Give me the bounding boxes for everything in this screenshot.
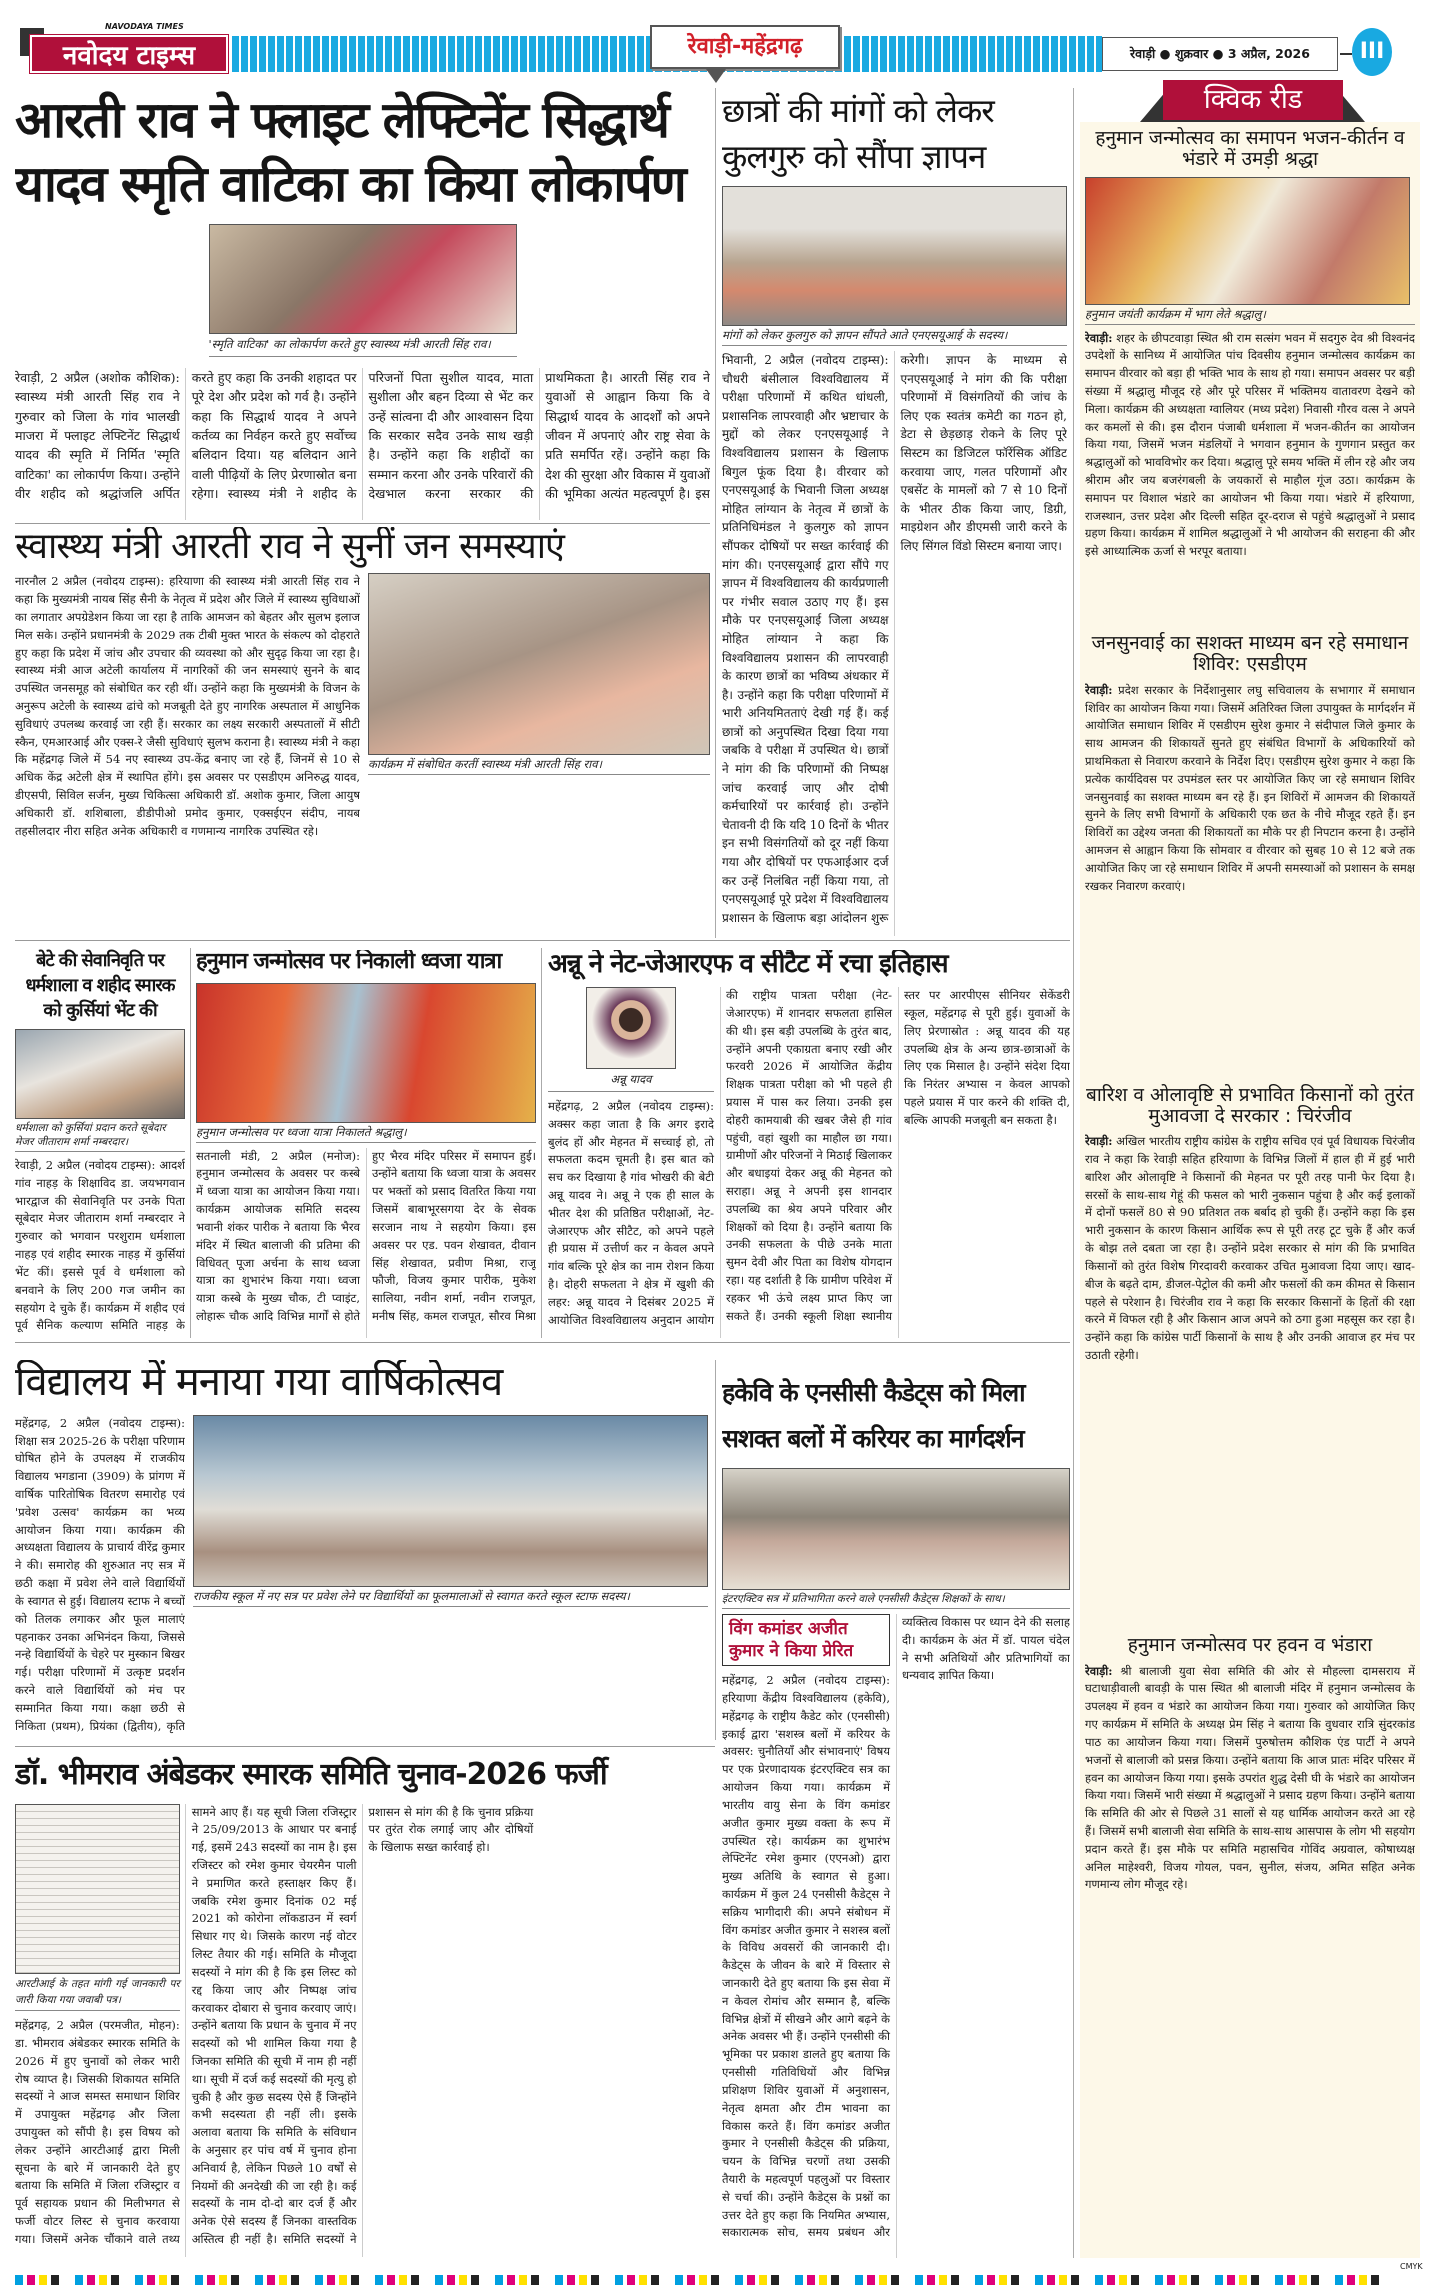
annu-photo (586, 987, 676, 1069)
annual-day-photo (193, 1415, 708, 1587)
divider (15, 1342, 1070, 1343)
annu-story (548, 950, 1070, 1338)
tab-pointer (706, 69, 726, 83)
annual-day-photo-block (193, 1415, 708, 1742)
page-no: III (1359, 39, 1385, 64)
quick-read-label (1163, 80, 1343, 120)
dateline: रेवाड़ी: (1085, 1663, 1113, 1678)
retirement-body: रेवाड़ी, 2 अप्रैल (नवोदय टाइम्स): आदर्श गांव नाहड़ के शिक्षाविद डा. जयभगवान भारद्वाज की सेवानिवृति पर उनके पिता सूबेदार मेजर जीताराम शर्मा नम्बरदार ने गुरुवार को भगवान परशुराम धर्मशाला नाहड़ एवं शहीद स्मारक नाहड़ में कुर्सियां भेंट कीं। इससे पूर्व वे धर्मशाला को बनवाने के लिए 200 गज जमीन का सहयोग दे चुके हैं। कार्यक्रम में शहीद एवं पूर्व सैनिक कल्याण समिति नाहड़ के (15, 1158, 185, 1333)
qr-story1-body (1085, 330, 1415, 628)
health-photo-block (368, 573, 710, 937)
qr-story1-headline: हनुमान जन्मोत्सव का समापन भजन-कीर्तन व भंडारे में उमड़ी श्रद्धा (1095, 127, 1405, 171)
retirement-photo (15, 1029, 185, 1119)
column-rule (1073, 88, 1074, 2258)
students-photo (722, 186, 1067, 326)
ambedkar-document-photo (15, 1804, 180, 1974)
ncc-body (722, 1614, 1070, 2258)
retirement-caption: धर्मशाला को कुर्सियां प्रदान करते सूबेदार मेजर जीताराम शर्मा नम्बरदार। (15, 1119, 185, 1152)
flag-yatra-story (196, 950, 536, 1338)
ambedkar-caption: आरटीआई के तहत मांगी गई जानकारी पर जारी किया गया जवाबी पत्र। (15, 1974, 180, 2012)
ambedkar-body-text: महेंद्रगढ़, 2 अप्रैल (परमजीत, मोहन): डा. भीमराव अंबेडकर स्मारक समिति के 2026 में हुए चुनावों को लेकर भारी रोष व्याप्त है। जिसकी शिकायत समिति सदस्यों ने आज समस्त समाधान शिविर में उपायुक्त महेंद्रगढ़ और जिला उपायुक्त को सौंपी है। इस विषय को लेकर उन्होंने आरटीआई द्वारा मिली सूचना के बारे में जानकारी देते हुए बताया कि समिति में जिला रजिस्ट्रार व पूर्व सहायक प्रधान की मिलीभगत से फर्जी वोटर लिस्ट से चुनाव करवाया गया। जिसमें अनेक चौंकाने वाले तथ्य सामने आए हैं। यह सूची जिला रजिस्ट्रार ने 25/09/2013 के आधार पर बनाई गई, इसमें 243 सदस्यों का नाम है। इस रजिस्टर को रमेश कुमार चेयरमैन पाली ने प्रमाणित करते हस्ताक्षर किए हैं। जबकि रमेश कुमार दिनांक 02 मई 2021 को कोरोना लॉकडाउन में स्वर्ग सिधार गए थे। जिसके कारण नई वोटर लिस्ट तैयार की गई। समिति के मौजूदा सदस्यों ने मांग की है कि इस लिस्ट को रद्द किया जाए और निष्पक्ष जांच करवाकर दोबारा से चुनाव करवाए जाएं। उन्होंने बताया कि प्रधान के चुनाव में नए सदस्यों को भी शामिल किया गया है जिनका समिति की सूची में नाम ही नहीं था। सूची में दर्ज कई सदस्यों की मृत्यु हो चुकी है और कुछ सदस्य ऐसे हैं जिन्होंने कभी सदस्यता ही नहीं ली। इसके अलावा बताया कि समिति के संविधान के अनुसार हर पांच वर्ष में चुनाव होना अनिवार्य है, लेकिन पिछले 10 वर्षों से नियमों की अनदेखी की जा रही है। कई सदस्यों के नाम दो-दो बार दर्ज हैं और अनेक ऐसे सदस्य हैं जिनका वास्तविक अस्तित्व ही नहीं है। समिति सदस्यों ने प्रशासन से मांग की है कि चुनाव प्रक्रिया पर तुरंत रोक लगाई जाए और दोषियों के खिलाफ सख्त कार्रवाई हो। (15, 1804, 534, 2247)
edition-tab (650, 25, 840, 69)
flag-yatra-caption: हनुमान जन्मोत्सव पर ध्वजा यात्रा निकालते श्रद्धालु। (196, 1123, 536, 1143)
quick-read-panel (1080, 122, 1420, 2258)
story-text: अखिल भारतीय राष्ट्रीय कांग्रेस के राष्ट्रीय सचिव एवं पूर्व विधायक चिरंजीव राव ने कहा कि रेवाड़ी सहित हरियाणा के विभिन्न जिलों में हाल ही में हुई भारी बारिश और ओलावृष्टि ने किसानों की मेहनत पर पूरी तरह पानी फेर दिया है। सरसों के साथ-साथ गेहूं की फसल को भारी नुकसान पहुंचा है और कई इलाकों में दोनों फसलें 80 से 90 प्रतिशत तक बर्बाद हो चुकी हैं। उन्होंने कहा कि इस भारी नुकसान के कारण किसान आर्थिक रूप से पूरी तरह टूट चुके हैं और कर्ज के बोझ तले दबता जा रहा है। उन्होंने प्रदेश सरकार से मांग की कि प्रभावित किसानों को तुरंत विशेष गिरदावरी करवाकर उचित मुआवजा दिया जाए। खाद-बीज के बढ़ते दाम, डीजल-पेट्रोल की कमी और फसलों की कम कीमत से किसान पहले से परेशान है। चिरंजीव राव ने कहा कि सरकार किसानों के हितों की रक्षा करने में विफल रही है और किसान आज अपने को ठगा हुआ महसूस कर रहा है। उन्होंने कहा कि कांग्रेस पार्टी किसानों के साथ है और उनकी आवाज हर मंच पर उठाती रहेगी। (1085, 1134, 1415, 1362)
retirement-headline: बेटे की सेवानिवृति पर धर्मशाला व शहीद स्मारक को कुर्सियां भेंट की (25, 950, 175, 1021)
story-text: प्रदेश सरकार के निर्देशानुसार लघु सचिवालय के सभागार में समाधान शिविर का आयोजन किया गया। जिसमें अतिरिक्त जिला उपायुक्त के मार्गदर्शन में आयोजित समाधान शिविर में एसडीएम सुरेश कुमार ने संदीपाल जिले कुमार के साथ आमजन की शिकायतें सुनते हुए संबंधित विभागों के अधिकारियों को प्राथमिकता से निवारण करवाने के निर्देश दिए। एसडीएम सुरेश कुमार ने कहा कि प्रत्येक कार्यदिवस पर उपमंडल स्तर पर आयोजित किए जा रहे समाधान शिविर जनसुनवाई का सशक्त माध्यम बन रहे हैं। इन शिविरों में आमजन की शिकायतें सुनने के लिए सभी विभागों के अधिकारी एक छत के नीचे मौजूद रहते हैं। इन शिविरों का उद्देश्य जनता की शिकायतों का मौके पर ही निपटान करना है। उन्होंने आमजन से आह्वान किया कि सोमवार व वीरवार को सुबह 10 से 12 बजे तक आयोजित किए जा रहे समाधान शिविर में अपनी समस्याओं को प्रशासन के समक्ष रखकर निवारण करवाएं। (1085, 682, 1415, 893)
ncc-photo (722, 1468, 1070, 1590)
ncc-headline: हकेवि के एनसीसी कैडेट्स को मिला सशक्त बलों में करियर का मार्गदर्शन (722, 1378, 1025, 1453)
students-photo-caption: मांगों को लेकर कुलगुरु को ज्ञापन सौंपते आते एनएसयूआई के सदस्य। (722, 326, 1067, 346)
registration-dots (15, 2275, 1395, 2285)
ambedkar-photo-block (15, 1804, 180, 2012)
column-rule (715, 88, 716, 938)
health-story (15, 527, 710, 937)
flag-yatra-body: सतनाली मंडी, 2 अप्रैल (मनोज): हनुमान जन्मोत्सव के अवसर पर कस्बे में ध्वजा यात्रा का आयोजन किया गया। कार्यक्रम आयोजक समिति सदस्य भवानी शंकर पारीक ने बताया कि भैरव मंदिर में स्थित बालाजी की प्रतिमा की विधिवत् पूजा अर्चना के साथ ध्वजा यात्रा का शुभारंभ किया गया। ध्वजा यात्रा कस्बे के मुख्य चौक, टी प्वाइंट, लोहारू चौक आदि विभिन्न मार्गों से होते हुए भैरव मंदिर परिसर में समापन हुई। उन्होंने बताया कि ध्वजा यात्रा के अवसर पर भक्तों को प्रसाद वितरित किया गया जिसमें बाबाभूरसगया देर के सेवक सरजान नाथ ने सहयोग किया। इस अवसर पर एड. पवन शेखावत, दीवान सिंह शेखावत, प्रवीण मिश्रा, राजू फौजी, विजय कुमार पारीक, मुकेश सालिया, नवीन शर्मा, नवीन राजपूत, मनीष सिंह, कमल राजपूत, सौरव मिश्रा (196, 1148, 536, 1323)
ambedkar-story (15, 1752, 710, 2257)
annu-body (548, 987, 1070, 1338)
dateline: रेवाड़ी: (1085, 682, 1113, 697)
divider (15, 1746, 715, 1747)
students-body: भिवानी, 2 अप्रैल (नवोदय टाइम्स): चौधरी बंसीलाल विश्वविद्यालय में परीक्षा परिणामों में कथित धांधली, प्रशासनिक लापरवाही और भ्रष्टाचार के मुद्दों को लेकर एनएसयूआई ने विश्वविद्यालय प्रशासन के खिलाफ बिगुल फूंक दिया है। वीरवार को एनएसयूआई के भिवानी जिला अध्यक्ष मोहित लांग्यान के नेतृत्व में छात्रों के प्रतिनिधिमंडल ने कुलगुरु को ज्ञापन सौंपकर दोषियों पर सख्त कार्रवाई की मांग की। एनएसयूआई द्वारा सौंपे गए ज्ञापन में विश्वविद्यालय की कार्यप्रणाली पर गंभीर सवाल उठाए गए हैं। इस मौके पर एनएसयूआई जिला अध्यक्ष मोहित लांग्यान ने कहा कि विश्वविद्यालय प्रशासन की लापरवाही के कारण छात्रों का भविष्य अंधकार में है। उन्होंने कहा कि परीक्षा परिणामों में भारी अनियमितताएं देखी गई हैं। कई छात्रों को अनुपस्थित दिखा दिया गया जबकि वे परीक्षा में उपस्थित थे। छात्रों ने मांग की कि परिणामों की निष्पक्ष जांच करवाई जाए और दोषी कर्मचारियों पर कार्रवाई हो। उन्होंने चेतावनी दी कि यदि 10 दिनों के भीतर इन सभी विसंगतियों को दूर नहीं किया गया और दोषियों पर एफआईआर दर्ज कर उन्हें निलंबित नहीं किया गया, तो एनएसयूआई पूरे प्रदेश में विश्वविद्यालय प्रशासन के खिलाफ बड़ा आंदोलन शुरू करेगी। ज्ञापन के माध्यम से एनएसयूआई ने मांग की कि परीक्षा परिणामों में विसंगतियों की जांच के लिए एक स्वतंत्र कमेटी का गठन हो, डेटा से छेड़छाड़ रोकने के लिए पूरे सिस्टम का डिजिटल फॉरेंसिक ऑडिट करवाया जाए, गलत परिणामों और एबसेंट के मामलों को 7 से 10 दिनों के भीतर ठीक किया जाए, डिग्री, माइग्रेशन और डीएमसी जारी करने के लिए सिंगल विंडो सिस्टम बनाया जाए। (722, 353, 1067, 925)
qr-story3-headline: बारिश व ओलावृष्टि से प्रभावित किसानों को तुरंत मुआवजा दे सरकार : चिरंजीव (1086, 1083, 1414, 1127)
health-body: नारनौल 2 अप्रैल (नवोदय टाइम्स): हरियाणा की स्वास्थ्य मंत्री आरती सिंह राव ने कहा कि मुख्यमंत्री नायब सिंह सैनी के नेतृत्व में प्रदेश और जिले में स्वास्थ्य सुविधाओं का लगातार अपग्रेडेशन किया जा रहा है ताकि आमजन को बेहतर और सुलभ इलाज मिल सके। उन्होंने प्रधानमंत्री के 2029 तक टीबी मुक्त भारत के संकल्प को दोहराते हुए कहा कि प्रदेश में जांच और उपचार की व्यवस्था को और सुदृढ़ किया जा रहा है। स्वास्थ्य मंत्री आज अटेली कार्यालय में नागरिकों की जन समस्याएं सुनने के बाद उपस्थित जनसमूह को संबोधित कर रही थीं। उन्होंने कहा कि मुख्यमंत्री के विजन के अनुरूप अटेली के स्वास्थ्य ढांचे को मजबूती देते हुए नागरिक अस्पताल में आधुनिक सुविधाएं उपलब्ध करवाई जा रही हैं। सरकार का लक्ष्य सरकारी अस्पतालों में सीटी स्कैन, एमआरआई और एक्स-रे जैसी सुविधाएं सुलभ कराना है। स्वास्थ्य मंत्री ने कहा कि महेंद्रगढ़ जिले में 54 नए स्वास्थ्य उप-केंद्र बनाए जा रहे हैं, जिनमें से 10 से अधिक केंद्र अटेली क्षेत्र में स्थापित होंगे। इस अवसर पर एसडीएम अनिरुद्ध यादव, डीएसपी, सिविल सर्जन, मुख्य चिकित्सा अधिकारी डॉ. अशोक कुमार, जिला आयुष अधिकारी डॉ. शशिबाला, डीडीपीओ प्रमोद कुमार, एक्सईएन संदीप, नायब तहसीलदार नीरा सहित अनेक अधिकारी व गणमान्य नागरिक उपस्थित रहे। (15, 574, 360, 838)
lead-body-text: रेवाड़ी, 2 अप्रैल (अशोक कौशिक): स्वास्थ्य मंत्री आरती सिंह राव ने गुरुवार को जिला के गांव भालखी माजरा में फ्लाइट लेफ्टिनेंट सिद्धार्थ यादव की स्मृति में निर्मित 'स्मृति वाटिका' का लोकार्पण किया। उन्होंने वीर शहीद को श्रद्धांजलि अर्पित करते हुए कहा कि उनकी शहादत पर पूरे देश और प्रदेश को गर्व है। उन्होंने कहा कि सिद्धार्थ यादव ने अपने कर्तव्य का निर्वहन करते हुए सर्वोच्च बलिदान दिया। यह बलिदान आने वाली पीढ़ियों के लिए प्रेरणास्रोत बना रहेगा। स्वास्थ्य मंत्री ने शहीद के परिजनों पिता सुशील यादव, माता सुशीला और बहन दिव्या से भेंट कर उन्हें सांत्वना दी और आश्वासन दिया कि सरकार सदैव उनके साथ खड़ी है। उन्होंने कहा कि शहीदों का सम्मान करना और उनके परिवारों की देखभाल करना सरकार की प्राथमिकता है। आरती सिंह राव ने युवाओं से आह्वान किया कि वे सिद्धार्थ यादव के आदर्शों को अपने जीवन में अपनाएं और राष्ट्र सेवा के प्रति समर्पित रहें। उन्होंने कहा कि देश की सुरक्षा और विकास में युवाओं की भूमिका अत्यंत महत्वपूर्ण है। इस (15, 369, 710, 502)
health-photo (368, 573, 710, 755)
divider (15, 940, 1070, 941)
ambedkar-headline: डॉ. भीमराव अंबेडकर स्मारक समिति चुनाव-2026 फर्जी (15, 1757, 607, 1792)
annu-photo-caption: अन्नू यादव (548, 1069, 714, 1092)
masthead-small-brand: NAVODAYA TIMES (105, 22, 184, 31)
brand-name: नवोदय टाइम्स (62, 41, 196, 71)
lead-body (15, 224, 710, 520)
flag-yatra-photo (196, 983, 536, 1123)
rule (1340, 53, 1352, 55)
ncc-story (722, 1370, 1070, 2258)
qr-story2-body (1085, 682, 1415, 1079)
annu-body-text: महेंद्रगढ़, 2 अप्रैल (नवोदय टाइम्स): अक्सर कहा जाता है कि अगर इरादे बुलंद हों और मेहनत में सच्चाई हो, तो सफलता कदम चूमती है। इस बात को सच कर दिखाया है गांव भोखरी की बेटी अन्नू यादव ने। अन्नू ने एक ही साल के भीतर देश की प्रतिष्ठित परीक्षाओं, नेट-जेआरएफ और सीटैट, को अपने पहले ही प्रयास में उत्तीर्ण कर न केवल अपने गांव बल्कि पूरे क्षेत्र का नाम रोशन किया है। दोहरी सफलता ने क्षेत्र में खुशी की लहर: अन्नू यादव ने दिसंबर 2025 में आयोजित विश्वविद्यालय अनुदान आयोग की राष्ट्रीय पात्रता परीक्षा (नेट-जेआरएफ) में शानदार सफलता हासिल की थी। इस बड़ी उपलब्धि के तुरंत बाद, उन्होंने अपनी एकाग्रता बनाए रखी और फरवरी 2026 में आयोजित केंद्रीय शिक्षक पात्रता परीक्षा को भी पहले ही प्रयास में पास कर लिया। उनकी इस दोहरी कामयाबी की खबर जैसे ही गांव पहुंची, वहां खुशी का माहौल छा गया। ग्रामीणों और परिजनों ने मिठाई खिलाकर और बधाइयां देकर अन्नू की मेहनत को सराहा। अन्नू ने अपनी इस शानदार उपलब्धि का श्रेय अपने परिवार और शिक्षकों को दिया है। उन्होंने बताया कि उनकी सफलता के पीछे उनके माता सुमन देवी और पिता का विशेष योगदान रहा। यह दर्शाती है कि ग्रामीण परिवेश में रहकर भी ऊंचे लक्ष्य प्राप्त किए जा सकते हैं। उनकी स्कूली शिक्षा स्थानीय स्तर पर आरपीएस सीनियर सेकेंडरी स्कूल, महेंद्रगढ़ से पूरी हुई। युवाओं के लिए प्रेरणास्रोत : अन्नू यादव की यह उपलब्धि क्षेत्र के अन्य छात्र-छात्राओं के लिए एक मिसाल है। उन्होंने संदेश दिया कि निरंतर अभ्यास न केवल आपको पहले प्रयास में पार करने की शक्ति दी, बल्कि आपकी मजबूती बन सकता है। (548, 988, 1070, 1327)
annual-day-body: महेंद्रगढ़, 2 अप्रैल (नवोदय टाइम्स): शिक्षा सत्र 2025-26 के परीक्षा परिणाम घोषित होने के उपलक्ष्य में राजकीय विद्यालय भगडाना (3909) के प्रांगण में वार्षिक पारितोषिक वितरण समारोह एवं 'प्रवेश उत्सव' कार्यक्रम का भव्य आयोजन किया गया। कार्यक्रम की अध्यक्षता विद्यालय के प्राचार्य वीरेंद्र कुमार ने की। समारोह की शुरुआत नए सत्र में छठी कक्षा में प्रवेश लेने वाले विद्यार्थियों के स्वागत से हुई। विद्यालय स्टाफ ने बच्चों को तिलक लगाकर और फूल मालाएं पहनाकर उनका अभिनंदन किया, जिससे नन्हे विद्यार्थियों के चेहरे पर मुस्कान बिखर गई। परीक्षा परिणामों में उत्कृष्ट प्रदर्शन करने वाले विद्यार्थियों को मंच पर सम्मानित किया गया। कक्षा छठी से निकिता (प्रथम), प्रियंका (द्वितीय), कृति (15, 1415, 185, 1733)
qr-story4-body (1085, 1663, 1415, 2258)
flag-yatra-headline: हनुमान जन्मोत्सव पर निकाली ध्वजा यात्रा (196, 950, 502, 974)
story-text: श्री बालाजी युवा सेवा समिति की ओर से मौहल्ला दामसराय में घटाधाड़ीवाली बावड़ी के पास स्थित श्री बालाजी मंदिर में हनुमान जन्मोत्सव के उपलक्ष्य में हवन व भंडारे का आयोजन किया गया। गुरुवार को आयोजित किए गए कार्यक्रम में समिति के अध्यक्ष प्रेम सिंह ने बताया कि वुधवार रात्रि सुंदरकांड पाठ का आयोजन किया गया। जिसमें पुरुषोत्तम कौशिक एंड पार्टी ने अपने भजनों से बालाजी को प्रसन्न किया। उन्होंने बताया कि आज प्रातः मंदिर परिसर में हवन का आयोजन किया गया। इसके उपरांत शुद्ध देसी घी के भंडारे का आयोजन किया गया। जिसमें भारी संख्या में श्रद्धालुओं ने प्रसाद ग्रहण किया। उन्होंने बताया कि समिति की ओर से पिछले 31 सालों से यह धार्मिक आयोजन करते आ रहे हैं। जिसमें सभी बालाजी सेवा समिति के साथ-साथ आसपास के लोग भी सहयोग प्रदान करते हैं। इस मौके पर समिति महासचिव गोविंद अग्रवाल, कोषाध्यक्ष अनिल माहेश्वरी, विजय गोयल, पवन, सुनील, संजय, अमित सहित अनेक गणमान्य लोग मौजूद रहे। (1085, 1663, 1415, 1892)
lead-headline: आरती राव ने फ्लाइट लेफ्टिनेंट सिद्धार्थ यादव स्मृति वाटिका का किया लोकार्पण (15, 91, 685, 213)
date-box (1102, 37, 1338, 71)
retirement-story (15, 948, 185, 1338)
qr-story2-headline: जनसुनवाई का सशक्त माध्यम बन रहे समाधान शिविर: एसडीएम (1091, 632, 1409, 676)
lead-story (15, 88, 710, 520)
qr-story1-photo (1085, 177, 1410, 305)
edition-name: रेवाड़ी-महेंद्रगढ़ (687, 34, 803, 59)
qr-story4-headline: हनुमान जन्मोत्सव पर हवन व भंडारा (1127, 1634, 1373, 1657)
story-text: शहर के छीपटवाड़ा स्थित श्री राम सत्संग भवन में सदगुरु देव श्री विश्वनंद उपदेशों के सानिध्य में आयोजित पांच दिवसीय हनुमान जन्मोत्सव कार्यक्रम का समापन वीरवार को बड़ा ही भक्ति भाव के साथ हो गया। समापन अवसर पर बड़ी संख्या में श्रद्धालु मौजूद रहे और पूरे परिसर में भक्तिमय वातावरण देखने को मिला। कार्यक्रम की अध्यक्षता ग्वालियर (मध्य प्रदेश) निवासी गौरव वत्स ने अपने कर कमलों से की। इस दौरान पंजाबी धर्मशाला में भजन-कीर्तन का आयोजन किया गया, जिसमें भजन मंडलियों ने भगवान हनुमान के गुणगान प्रस्तुत कर श्रद्धालुओं को भावविभोर कर दिया। श्रद्धालु पूरे समय भक्ति में लीन रहे और जय श्रीराम और जय बजरंगबली के जयकारों से माहौल गूंज उठा। कार्यक्रम के समापन पर विशाल भंडारे का आयोजन भी किया गया। भंडारे में हरियाणा, राजस्थान, उत्तर प्रदेश और दिल्ली सहित दूर-दराज से पहुंचे श्रद्धालुओं ने प्रसाद ग्रहण किया। कार्यक्रम में शामिल श्रद्धालुओं ने भी आयोजन की सराहना की और इसे आध्यात्मिक ऊर्जा से भरपूर बताया। (1085, 330, 1415, 559)
lead-photo-caption: 'स्मृति वाटिका' का लोकार्पण करते हुए स्वास्थ्य मंत्री आरती सिंह राव। (209, 334, 517, 357)
annual-day-headline: विद्यालय में मनाया गया वार्षिकोत्सव (15, 1360, 503, 1405)
annual-day-caption: राजकीय स्कूल में नए सत्र पर प्रवेश लेने पर विद्यार्थियों का फूलमालाओं से स्वागत करते स्कूल स्टाफ सदस्य। (193, 1587, 708, 1607)
ncc-box-headline (722, 1614, 890, 1666)
cmyk-mark: CMYK (1400, 2262, 1423, 2271)
students-story (722, 88, 1067, 936)
divider (15, 523, 710, 524)
ncc-caption: इंटरएक्टिव सत्र में प्रतिभागिता करने वाले एनसीसी कैडेट्स शिक्षकों के साथ। (722, 1590, 1070, 1609)
date-line: रेवाड़ी ● शुक्रवार ● 3 अप्रैल, 2026 (1130, 46, 1310, 61)
page-number (1352, 28, 1392, 76)
qr-story3-body (1085, 1133, 1415, 1629)
students-headline: छात्रों की मांगों को लेकर कुलगुरु को सौंपा ज्ञापन (722, 91, 994, 176)
lead-photo-block (209, 224, 517, 362)
brand-logo (30, 35, 228, 73)
annual-day-story (15, 1360, 710, 1742)
quick-read-title: क्विक रीड (1203, 84, 1303, 115)
dateline: रेवाड़ी: (1085, 1134, 1113, 1149)
ambedkar-body (15, 1804, 710, 2257)
annu-headline: अन्नू ने नेट-जेआरएफ व सीटैट में रचा इतिहास (548, 950, 948, 979)
dateline: रेवाड़ी: (1085, 330, 1113, 345)
health-photo-caption: कार्यक्रम में संबोधित करतीं स्वास्थ्य मंत्री आरती सिंह राव। (368, 755, 710, 775)
lead-photo (209, 224, 517, 334)
ncc-body-text: महेंद्रगढ़, 2 अप्रैल (नवोदय टाइम्स): हरियाणा केंद्रीय विश्वविद्यालय (हकेवि), महेंद्रगढ़ के राष्ट्रीय कैडेट कोर (एनसीसी) इकाई द्वारा 'सशस्त्र बलों में करियर के अवसर: चुनौतियाँ और संभावनाएं' विषय पर एक प्रेरणादायक इंटरएक्टिव सत्र का आयोजन किया गया। कार्यक्रम में भारतीय वायु सेना के विंग कमांडर अजीत कुमार मुख्य वक्ता के रूप में उपस्थित रहे। कार्यक्रम का शुभारंभ लेफ्टिनेंट रमेश कुमार (एएनओ) द्वारा मुख्य अतिथि के स्वागत से हुआ। कार्यक्रम में कुल 24 एनसीसी कैडेट्स ने सक्रिय भागीदारी की। अपने संबोधन में विंग कमांडर अजीत कुमार ने सशस्त्र बलों के विविध अवसरों की जानकारी दी। कैडेट्स के जीवन के बारे में विस्तार से जानकारी देते हुए बताया कि इस सेवा में न केवल रोमांच और सम्मान है, बल्कि विभिन्न क्षेत्रों में सीखने और आगे बढ़ने के अनेक अवसर भी हैं। उन्होंने एनसीसी की भूमिका पर प्रकाश डालते हुए बताया कि एनसीसी गतिविधियों और विभिन्न प्रशिक्षण शिविर युवाओं में अनुशासन, नेतृत्व क्षमता और टीम भावना का विकास करते हैं। विंग कमांडर अजीत कुमार ने एनसीसी कैडेट्स की प्रक्रिया, चयन के विभिन्न चरणों तथा उसकी तैयारी के महत्वपूर्ण पहलुओं पर विस्तार से चर्चा की। उन्होंने कैडेट्स के प्रश्नों का उत्तर देते हुए कहा कि नियमित अभ्यास, सकारात्मक सोच, समय प्रबंधन और व्यक्तित्व विकास पर ध्यान देने की सलाह दी। कार्यक्रम के अंत में डॉ. पायल चंदेल ने सभी अतिथियों और प्रतिभागियों का धन्यवाद ज्ञापित किया। (722, 1615, 1070, 2240)
column-rule (715, 1360, 716, 1740)
annu-photo-block (548, 987, 714, 1092)
masthead (0, 22, 1429, 83)
box-headline-text: विंग कमांडर अजीत कुमार ने किया प्रेरित (729, 1619, 854, 1662)
qr-story1-caption: हनुमान जयंती कार्यक्रम में भाग लेते श्रद्धालु। (1085, 305, 1415, 325)
health-headline: स्वास्थ्य मंत्री आरती राव ने सुनीं जन समस्याएं (15, 527, 564, 567)
column-rule (541, 948, 542, 1338)
column-rule (190, 948, 191, 1338)
